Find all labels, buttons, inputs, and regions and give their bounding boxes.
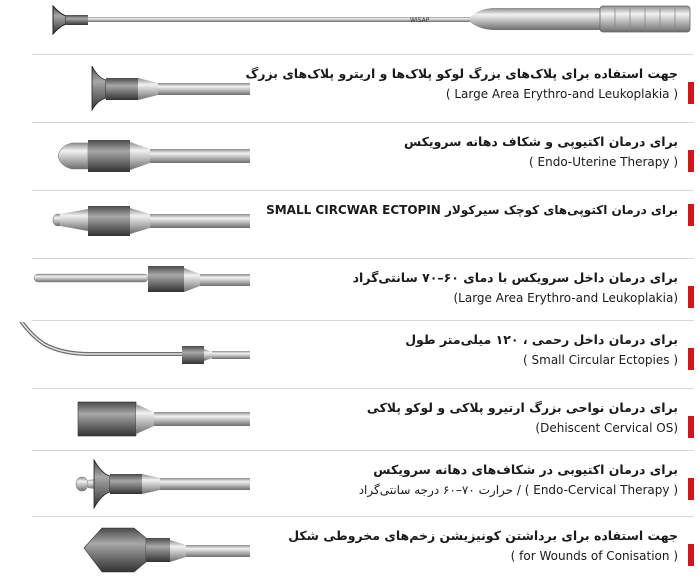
red-marker (688, 348, 694, 370)
electrode-cylinder-image (0, 390, 250, 454)
item-title: جهت استفاده برای پلاک‌های بزرگ لوکو پلاک‌ها و اریترو پلاک‌های بزرگ (245, 66, 678, 81)
list-item (0, 260, 700, 324)
list-item (0, 192, 700, 256)
item-title: برای درمان اکتیوپی و شکاف دهانه سرویکس (403, 134, 678, 149)
red-marker (688, 82, 694, 104)
red-marker (688, 416, 694, 438)
electrode-cone-image (0, 518, 250, 582)
separator (32, 54, 694, 55)
separator (32, 450, 694, 451)
item-subtitle: ( for Wounds of Conisation ) (510, 549, 678, 563)
electrode-long-rod-image (0, 260, 250, 324)
separator (32, 258, 694, 259)
list-item (0, 390, 700, 454)
red-marker (688, 204, 694, 226)
item-subtitle: ( Small Circular Ectopies ) (523, 353, 678, 367)
electrode-flared-cup-image (0, 56, 250, 120)
item-subtitle: (Dehiscent Cervical OS) (535, 421, 678, 435)
electrode-small-ball-image (0, 192, 250, 256)
list-item (0, 518, 700, 582)
list-item (0, 124, 700, 188)
electrode-nipple-cup-image (0, 452, 250, 516)
electrode-rounded-tip-image (0, 124, 250, 188)
item-subtitle: ( Endo-Uterine Therapy ) (529, 155, 678, 169)
electrode-curved-wire-image (0, 322, 250, 386)
item-title: جهت استفاده برای برداشتن کونیزیشن زخم‌های مخروطی شکل (288, 528, 678, 543)
item-subtitle: (Large Area Erythro-and Leukoplakia) (453, 291, 678, 305)
separator (32, 320, 694, 321)
list-item (0, 452, 700, 516)
item-title: برای درمان داخل رحمی ، ۱۲۰ میلی‌متر طول (405, 332, 678, 347)
separator (32, 190, 694, 191)
item-title: برای درمان داخل سرویکس با دمای ۶۰–۷۰ سانتی‌گراد (352, 270, 678, 285)
item-title: برای درمان اکتوپی‌های کوچک سیرکولار SMALL CIRCWAR ECTOPIN (266, 203, 678, 217)
list-item (0, 56, 700, 120)
separator (32, 122, 694, 123)
red-marker (688, 544, 694, 566)
separator (32, 516, 694, 517)
list-item (0, 322, 700, 386)
hero-instrument-image (0, 0, 700, 40)
red-marker (688, 286, 694, 308)
red-marker (688, 478, 694, 500)
separator (32, 388, 694, 389)
red-marker (688, 150, 694, 172)
hero-brand-label: WISAP (410, 17, 430, 24)
item-title: برای درمان نواحی بزرگ ارتیرو پلاکی و لوکو پلاکی (366, 400, 678, 415)
item-subtitle: ( Endo-Cervical Therapy ) / حرارت ۷۰–۶۰ درجه سانتی‌گراد (358, 483, 678, 497)
item-subtitle: ( Large Area Erythro-and Leukoplakia ) (445, 87, 678, 101)
item-title: برای درمان اکتیوبی در شکاف‌های دهانه سرویکس (373, 462, 678, 477)
